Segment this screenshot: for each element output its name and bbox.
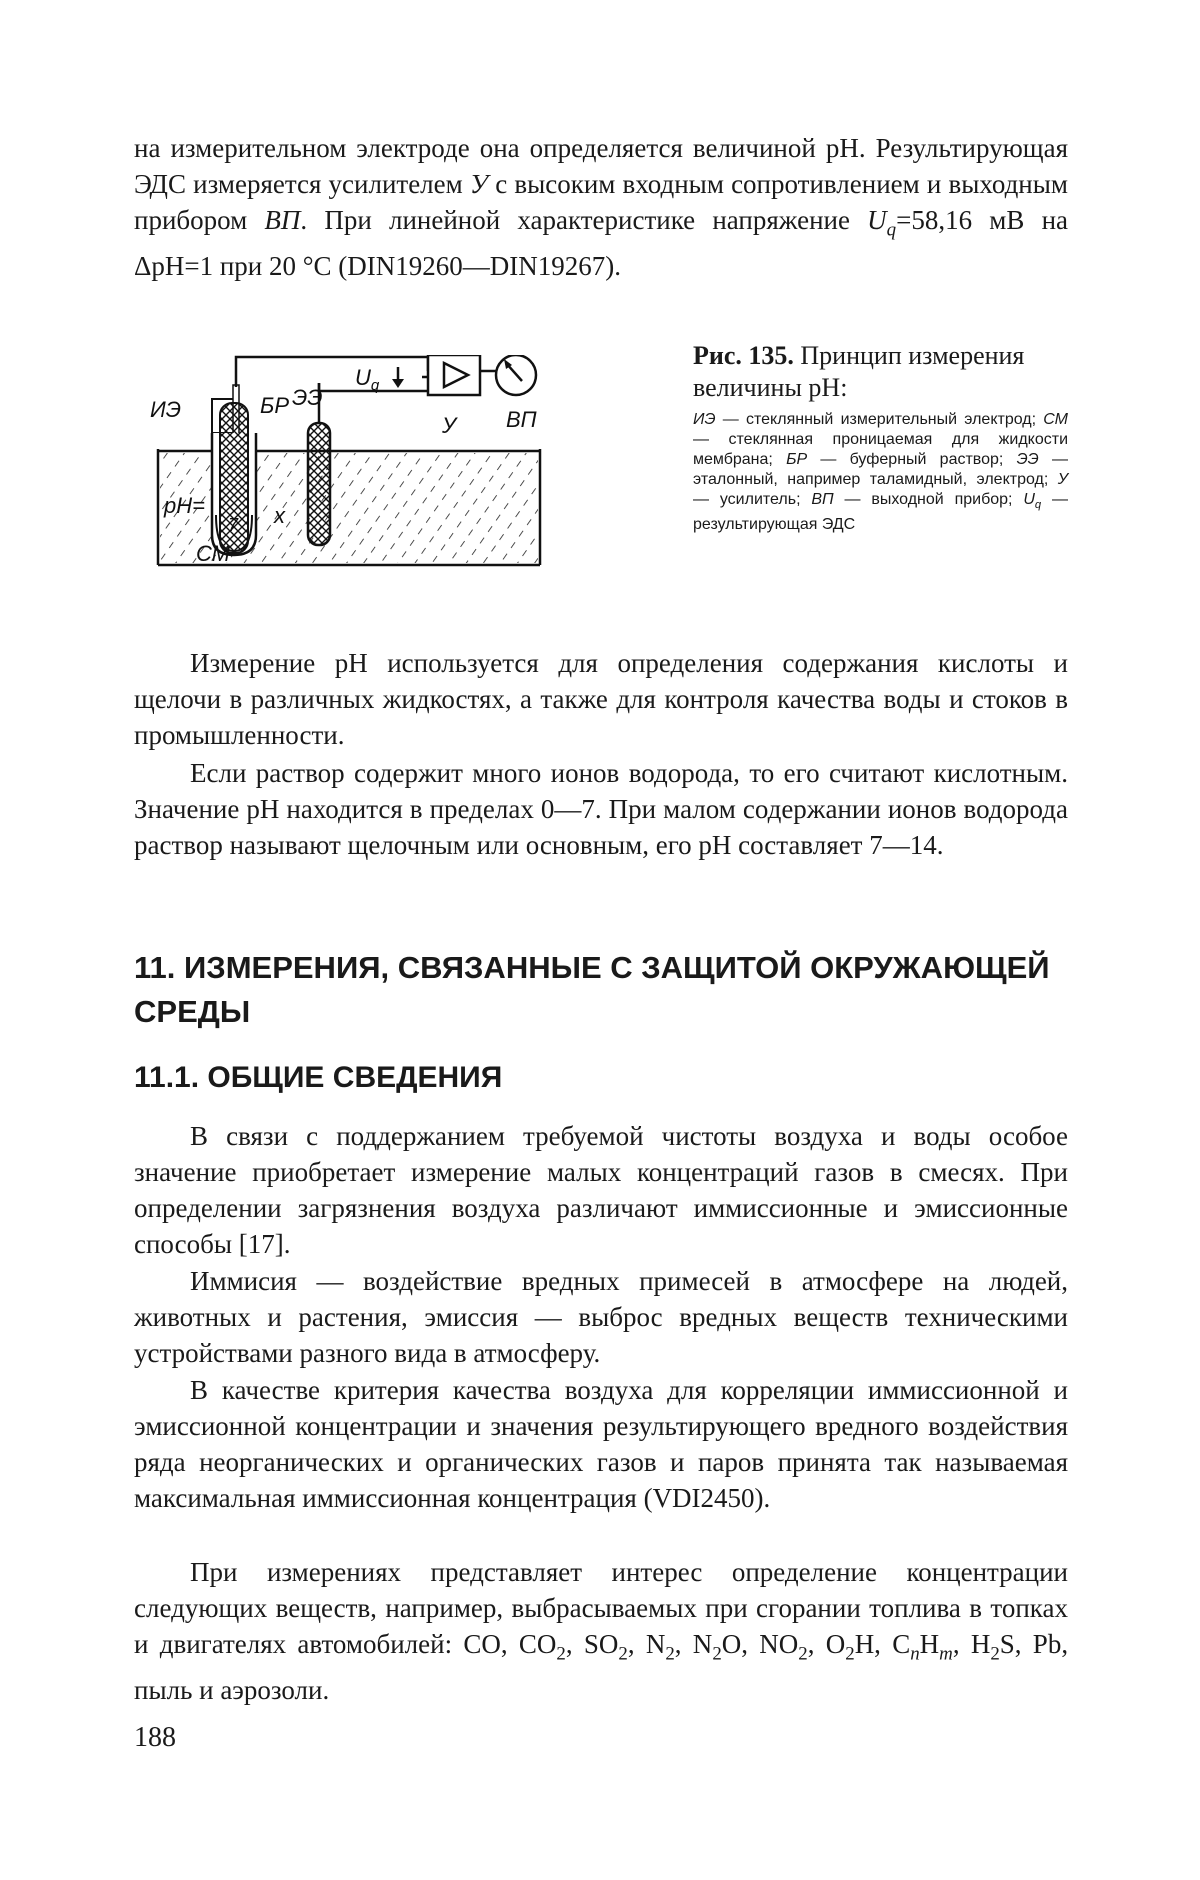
label-unknown-ph: x (274, 503, 285, 528)
formula: , H (952, 1629, 991, 1659)
subsection-heading: 11.1. ОБЩИЕ СВЕДЕНИЯ (134, 1061, 503, 1094)
legend-term: ВП (811, 491, 834, 508)
formula-sub: 2 (556, 1643, 566, 1665)
formula: CO, CO (463, 1629, 557, 1659)
amplifier (428, 355, 480, 395)
legend-term: БР (786, 451, 808, 468)
output-meter (496, 355, 536, 395)
formula: , O (807, 1629, 846, 1659)
figure-caption (693, 340, 1068, 535)
label-voltage (355, 365, 380, 394)
label-measuring-electrode: ИЭ (150, 397, 182, 422)
formula-sub: 2 (990, 1643, 1000, 1665)
legend-term: ЭЭ (1016, 451, 1039, 468)
legend-desc: — усилитель; (693, 491, 812, 508)
legend-desc: — стеклянный измерительный электрод; (715, 411, 1044, 428)
formula: O, NO (721, 1629, 799, 1659)
paragraph-overview: В связи с поддержанием требуемой чистоты воздуха и воды особое значение приобретает измерение малых концентраций газов в смесях. При определении загрязнения воздуха различают иммиссионные и эмиссионные способы [17]. (134, 1121, 1068, 1259)
formula: , N (627, 1629, 666, 1659)
legend-desc: — результирующая ЭДС (693, 491, 1068, 534)
paragraph-acidity: Если раствор содержит много ионов водорода, то его считают кислотным. Значение pH находится в пределах 0—7. При малом содержании ионов водорода раствор называют щелочным или основным, его pH составляет 7—14. (134, 758, 1068, 860)
text-run: на измерительном электроде она определяется величиной pH. Результирующая ЭДС измеряется усилителем (134, 133, 1068, 199)
figure-legend (693, 410, 1068, 535)
ph-measurement-diagram (150, 355, 650, 595)
text-run: =58,16 мВ на ΔpH=1 при 20 °С (DIN19260—DIN19267). (134, 205, 1068, 282)
label-buffer-ph: 7 (228, 515, 239, 535)
voltage-symbol: U (867, 205, 887, 235)
label-glass-membrane: СМ (196, 541, 230, 566)
formula-sub: n (910, 1643, 920, 1665)
page-number: 188 (134, 1722, 176, 1753)
formula-sub: 2 (845, 1643, 855, 1665)
label-buffer-solution: БР (260, 393, 289, 418)
figure-number: Рис. 135. (693, 341, 794, 370)
legend-term: У (1057, 471, 1068, 488)
formula-sub: 2 (798, 1643, 808, 1665)
text-run: . При линейной характеристике напряжение (300, 205, 868, 235)
legend-term: ИЭ (693, 411, 716, 428)
label-output-device: ВП (506, 407, 537, 432)
legend-desc: — эталонный, например таламидный, электрод; (693, 451, 1068, 488)
formula-sub: 2 (665, 1643, 675, 1665)
legend-desc: — стеклянная проницаемая для жидкости мембрана; (693, 431, 1068, 468)
text-run: с высоким входным сопротивлением и выходным прибором (134, 169, 1068, 235)
output-device-symbol: ВП (264, 205, 301, 235)
figure-title (693, 340, 1068, 404)
label-ph: pH= (164, 493, 205, 518)
section-heading: 11. ИЗМЕРЕНИЯ, СВЯЗАННЫЕ С ЗАЩИТОЙ ОКРУЖАЮЩЕЙ СРЕДЫ (134, 950, 1050, 1029)
text-run: S, Pb, пыль и аэрозоли. (134, 1629, 1069, 1706)
voltage-subscript: q (886, 219, 897, 241)
formula: , N (674, 1629, 713, 1659)
amplifier-symbol: У (469, 169, 489, 199)
formula: H, C (854, 1629, 911, 1659)
paragraph-ph-usage: Измерение pH используется для определения содержания кислоты и щелочи в различных жидкостях, а также для контроля качества воды и стоков в промышленности. (134, 648, 1068, 750)
paragraph-substances (134, 1554, 1068, 1708)
legend-term: СМ (1043, 411, 1068, 428)
voltage-arrow (392, 367, 404, 388)
legend-desc: — выходной прибор; (833, 491, 1024, 508)
formula-sub: m (939, 1643, 953, 1665)
paragraph-definitions: Иммисия — воздействие вредных примесей в атмосфере на людей, животных и растения, эмиссия — выброс вредных веществ техническими устройствами разного вида в атмосферу. (134, 1266, 1068, 1368)
formula-sub: 2 (712, 1643, 722, 1665)
legend-term-sub: q (1034, 499, 1042, 512)
paragraph-intro (134, 130, 1068, 284)
legend-desc: — буферный раствор; (807, 451, 1017, 468)
paragraph-criteria: В качестве критерия качества воздуха для корреляции иммиссионной и эмиссионной концентрации и значения результирующего вредного воздействия ряда неорганических и органических газов и паров принята так называемая максимальная иммиссионная концентрация (VDI2450). (134, 1375, 1068, 1513)
label-reference-electrode: ЭЭ (292, 385, 323, 410)
voltage-letter: U (355, 365, 371, 390)
legend-term: U (1023, 491, 1035, 508)
figure-title-text: Принцип измерения величины pH: (693, 341, 1025, 402)
formula: H (919, 1629, 940, 1659)
text-run: При измерениях представляет интерес определение концентрации следующих веществ, например, выбрасываемых при сгорании топлива в топках и двигателях автомобилей: (134, 1557, 1068, 1659)
formula-sub: 2 (618, 1643, 628, 1665)
voltage-sub: q (370, 377, 380, 394)
label-amplifier: У (442, 413, 457, 438)
formula: , SO (565, 1629, 619, 1659)
